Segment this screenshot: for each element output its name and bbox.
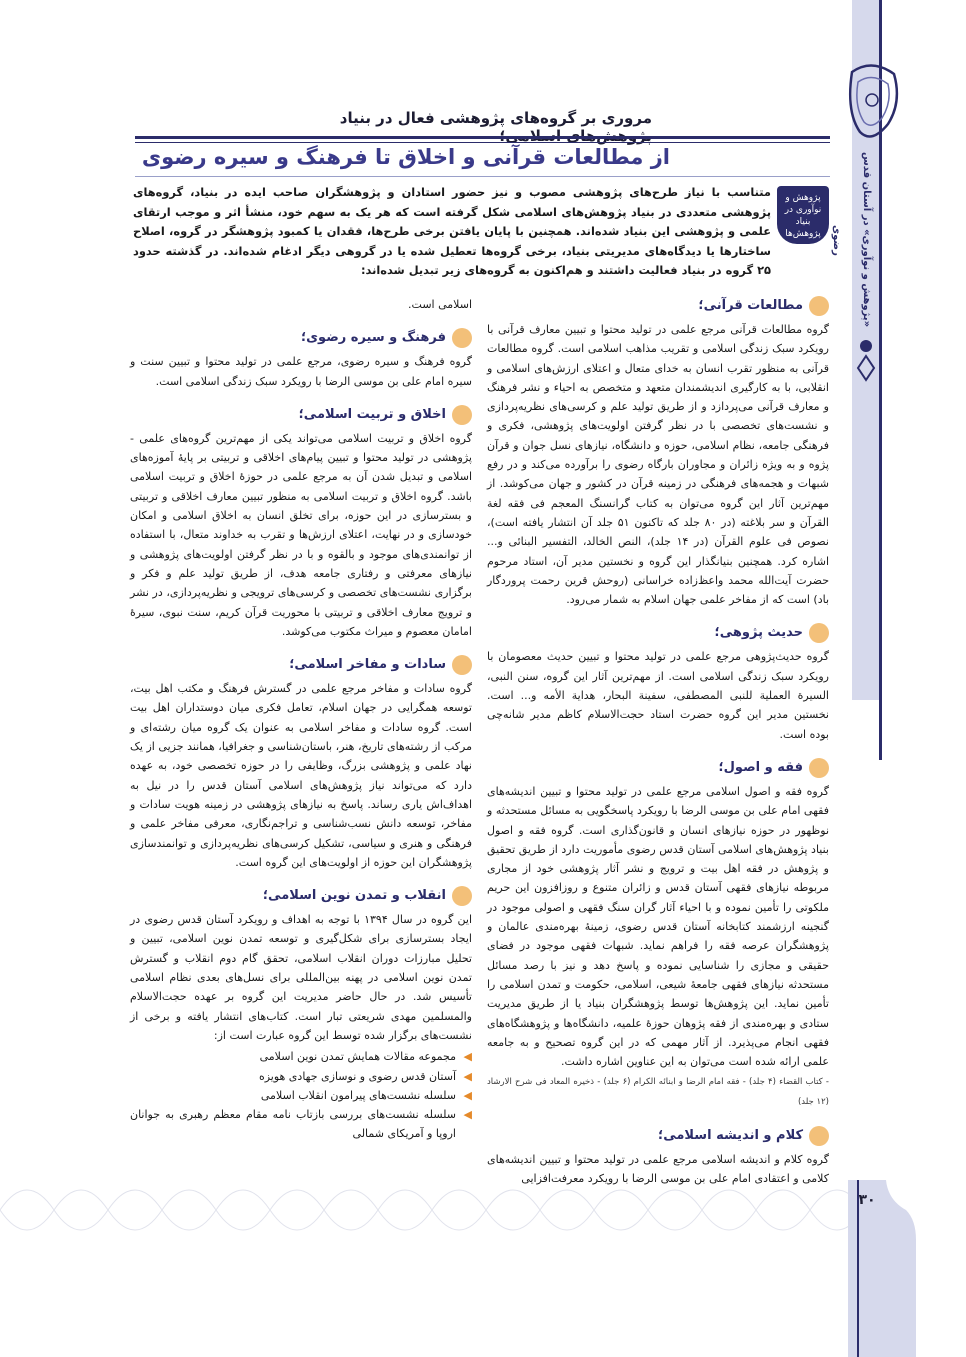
paragraph-enghelab: این گروه در سال ۱۳۹۴ با توجه به اهداف و رویکرد آستان قدس رضوی در ایجاد بسترسازی برای شکل‌گیری و توسعه تمدن نوین اسلامی، تبیین و تحلیل مبارزات دوران انقلاب اسلامی، تحقق گام دوم انقلاب و گسترش تمدن نوین اسلامی در پهنه بین‌المللی برای نسل‌های بعدی نظام اسلامی تأسیس شد. در حال حاضر مدیریت این گروه بر عهده حجت‌الاسلام والمسلمین مهدی شریعتی تبار است. کتاب‌های انتشار یافته و برخی از نشست‌های برگزار شده توسط این گروه عبارت است از: — [130, 913, 473, 1042]
section-title-quran: مطالعات قرآنی؛ — [487, 294, 829, 318]
paragraph-fiqh: گروه فقه و اصول اسلامی مرجع علمی در تولید محتوا و تبیین اندیشه‌های فقهی امام علی بن موسی الرضا با رویکرد پاسخگویی به مسائل مستحدثه و نوظهور در حوزه نیازهای انسان و قانون‌گذاری است. گروه فقه و اصول بنیاد پژوهش‌های اسلامی آستان قدس رضوی مأموریت دارد از طریق تحقیق و پژوهش در فقه اهل بیت و ترویج و نشر آثار پژوهشی خود از مجاری مربوطه نیازهای فقهی آستان قدس و زائران متنوع و روزافزون این حریم ملکوتی را تأمین نموده و با احیاء آثار گران سنگ فقهی و اصولی موجود در گنجینه ارزشمند کتابخانه آستان قدس رضوی، زمینهٔ بهره‌مندی عالمان و پژوهشگران عرصه فقه را فراهم نماید. شبهات فقهی موجود در فضای حقیقی و مجازی را شناسایی نموده و پاسخ دهد و نیز با رصد مسائل مستحدثه نیازهای فقهی جامعهٔ شیعی، اسلامی، حکومت و تمدن اسلامی را تأمین نماید. این پژوهش‌ها توسط پژوهشگران بنیاد یا از طریق مدیریت ستادی و بهره‌مندی از فقه پژوهان حوزهٔ علمیه، دانشگاه‌ها و پژوهشگاه‌های فقهی انجام می‌پذیرد. از آثار مهمی که در این گروه تصحیح و به جامعه علمی ارائه شده است می‌توان به این عناوین اشاره داشت. — [487, 784, 829, 1069]
arrow-bullet-icon: ◀ — [463, 1108, 472, 1122]
bullet-dot-icon — [809, 1126, 829, 1146]
intro-paragraph: متناسب با نیاز طرح‌های پژوهشی مصوب و نیز حضور استادان و پژوهشگران صاحب ایده در بنیاد، گروه‌های پژوهشی متعددی در بنیاد پژوهش‌های اسلامی شکل گرفته است که هر یک به سهم خود، منشأ اثر و موجب ارتقای علمی و پژوهشی این بنیاد شده‌اند. همچنین با پایان یافتن برخی طرح‌ها، فقدان یا کمبود پژوهشگر در گروه، اصلاح ساختارها یا دیدگاه‌های مدیریتی بنیاد، برخی گروه‌ها تعطیل شده یا در گروهی دیگر ادغام شده‌اند. در گذشته حدود ۲۵ گروه در بنیاد فعالیت داشتند و هم‌اکنون به گروه‌های زیر تبدیل شده‌اند: — [133, 185, 771, 277]
bullet-dot-icon — [452, 405, 472, 425]
arrow-bullet-icon: ◀ — [463, 1050, 472, 1064]
section-title-sadat: سادات و مفاخر اسلامی؛ — [130, 653, 472, 677]
list-item: ◀ آستان قدس رضوی و نوسازی جهادی هویزه — [130, 1067, 472, 1086]
bullet-dot-icon — [452, 886, 472, 906]
header-title: مروری بر گروه‌های پژوهشی فعال در بنیاد — [339, 109, 652, 127]
right-column — [487, 290, 829, 1201]
section-badge: پژوهش و نوآوری در بنیاد پژوهش‌ها — [777, 186, 829, 244]
list-item: ◀ سلسله نشست‌های پیرامون انقلاب اسلامی — [130, 1086, 472, 1105]
page-number: ۳۰ — [858, 1192, 876, 1208]
section-title-kalam: کلام و اندیشه اسلامی؛ — [487, 1124, 829, 1148]
arrow-bullet-icon: ◀ — [463, 1069, 472, 1083]
bullet-dot-icon — [809, 296, 829, 316]
section-title-fiqh: فقه و اصول؛ — [487, 756, 829, 780]
fiqh-book-list: - کتاب القضاء (۴ جلد) - فقه امام الرضا و ابنائه الکرام (۶ جلد) - ذخیره المعاد فی شرح الارشاد (۱۲ جلد) — [487, 1077, 829, 1107]
list-item: ◀ سلسله نشست‌های بررسی بازتاب نامه مقام معظم رهبری به جوانان اروپا و آمریکای شمالی — [130, 1105, 472, 1144]
main-title: از مطالعات قرآنی و اخلاق تا فرهنگ و سیره رضوی — [141, 145, 670, 169]
paragraph-farhang: گروه فرهنگ و سیره رضوی، مرجع علمی در تولید محتوا و تبیین سنت و سیره امام علی بن موسی الرضا با رویکرد سبک زندگی اسلامی است. — [130, 355, 472, 388]
magazine-logo-icon — [842, 62, 902, 152]
paragraph-quran: گروه مطالعات قرآنی مرجع علمی در تولید محتوا و تبیین معارف قرآنی با رویکرد سبک زندگی اسلامی و تقریب مذاهب اسلامی است. گروه مطالعات قرآنی به منظور تقرب انسان به خدای متعال و اعتلای ارزش‌های اسلامی و انقلابی، با به کارگیری اندیشمندان متعهد و متخصص به احیاء و نشر فرهنگ و معارف قرآنی می‌پردازد و از طریق تولید علم و کرسی‌های نظریه‌پردازی و نشست‌های تخصصی با در نظر گرفتن اولویت‌های پژوهشی، فکری و فرهنگی جامعه، نظام اسلامی، حوزه و دانشگاه، نیازهای نسل جوان و قرآن پژوه و به ویژه زائران و مجاوران بارگاه رضوی را برآورده می‌کند و در رفع شبهات و هجمه‌های فرهنگی در زمینه قرآن در کشور و جهان می‌کوشد. از مهم‌ترین آثار این گروه می‌توان به کتاب گرانسنگ المعجم فی فقه لغة القرآن و سر بلاغته (در ۸۰ جلد که تاکنون ۵۱ جلد آن انتشار یافته است)، نصوص فی علوم القرآن (در ۱۴ جلد)، النص الخالد، التفسیر البنائی و... اشاره کرد. همچنین بنیانگذار این گروه و نخستین مدیر آن، استاد مرحوم حضرت آیت‌الله محمد واعظ‌زاده خراسانی (روحش قرین رحمت پروردگار باد) است که از مفاخر علمی جهان اسلام به شمار می‌رود. — [487, 323, 829, 607]
bullet-dot-icon — [809, 758, 829, 778]
paragraph-akhlagh: گروه اخلاق و تربیت اسلامی می‌تواند یکی از مهم‌ترین گروه‌های علمی - پژوهشی در تولید محتوا و تبیین پیام‌های اخلاقی و تربیتی بر پایهٔ آموزه‌های اسلامی و تبدیل شدن آن به مرجع علمی در حوزهٔ اخلاق و تربیت اسلامی باشد. گروه اخلاق و تربیت اسلامی به منظور تبیین معارف اخلاقی و تربیتی و بسترسازی در این حوزه، برای تخلق انسان به اخلاق اسلامی و امکان خودسازی و در نهایت، اعتلای ارزش‌ها و تقرب به خداوند متعال، با استفاده از توانمندی‌های موجود و بالقوه و با در نظر گرفتن اولویت‌های پژوهشی و نیازهای معرفتی و رفتاری جامعه هدف، از طریق تولید علم و فکر و برگزاری نشست‌های تخصصی و کرسی‌های ترویجی و نظریه‌پردازی، در نشر و ترویج معارف اخلاقی و تربیتی با محوریت قرآن کریم، سنت نبوی، سیرهٔ امامان معصوم و میراث مکتوب می‌کوشد. — [130, 431, 472, 638]
paragraph-hadith: گروه حدیث‌پژوهی مرجع علمی در تولید محتوا و تبیین حدیث معصومان با رویکرد سبک زندگی اسلامی است. از مهم‌ترین آثار این گروه، سنن النبی، السیرة العملیة للنبی المصطفی، سفینة البحار، هدایة الأمه و... است. نخستین مدیر این گروه حضرت استاد حجت‌الاسلام کاظم مدیر شانه‌چی بوده است. — [487, 650, 829, 741]
header-divider — [135, 136, 830, 139]
enghelab-item-list — [130, 1047, 472, 1143]
paragraph-kalam: گروه کلام و اندیشه اسلامی مرجع علمی در تولید محتوا و تبیین اندیشه‌های کلامی و اعتقادی امام علی بن موسی الرضا با رویکرد معرفت‌افزایی — [487, 1152, 829, 1186]
section-title-enghelab: انقلاب و تمدن نوین اسلامی؛ — [130, 884, 472, 908]
list-item: ◀ مجموعه مقالات همایش تمدن نوین اسلامی — [130, 1047, 472, 1066]
footer-pattern-decoration — [0, 1170, 860, 1250]
header-divider-thin — [135, 142, 830, 143]
side-vertical-text: «پژوهش و نوآوری» در آستان قدس رضوی — [831, 152, 872, 328]
bullet-dot-icon — [452, 328, 472, 348]
title-divider — [135, 176, 830, 177]
paragraph-sadat: گروه سادات و مفاخر مرجع علمی در گسترش فرهنگ و مکتب اهل بیت، توسعه همگرایی در جهان اسلام، تعامل فکری میان دوستداران اهل بیت است. گروه سادات و مفاخر اسلامی به عنوان یک گروه میان رشته‌ای و مرکب از رشته‌های تاریخ، هنر، باستان‌شناسی و جغرافیا، همانند جزیی از یک نهاد علمی و پژوهشی بزرگ، وظایفی را در حوزه تخصصی خود، به عهده دارد که می‌تواند نیاز پژوهش‌های اسلامی آستان قدس را در نیل به اهداف‌اش یاری رساند. پاسخ به نیازهای پژوهشی در زمینه هویت سادات و مفاخر، توسعه دانش نسب‌شناسی و تراجم‌نگاری، معرفی مفاخر علمی و فرهنگی و هنری و سیاسی، تشکیل کرسی‌های نظریه‌پردازی و توانمندسازی پژوهشگران این حوزه از اولویت‌های این گروه است. — [130, 682, 472, 869]
paragraph-continuation: اسلامی است. — [408, 298, 472, 311]
section-title-hadith: حدیث پژوهی؛ — [487, 621, 829, 645]
section-title-akhlagh: اخلاق و تربیت اسلامی؛ — [130, 403, 472, 427]
arrow-bullet-icon: ◀ — [463, 1088, 472, 1102]
section-title-farhang: فرهنگ و سیره رضوی؛ — [130, 326, 472, 350]
ornament-icon — [854, 338, 878, 388]
bullet-dot-icon — [809, 623, 829, 643]
bullet-dot-icon — [452, 655, 472, 675]
left-column — [130, 295, 472, 1144]
